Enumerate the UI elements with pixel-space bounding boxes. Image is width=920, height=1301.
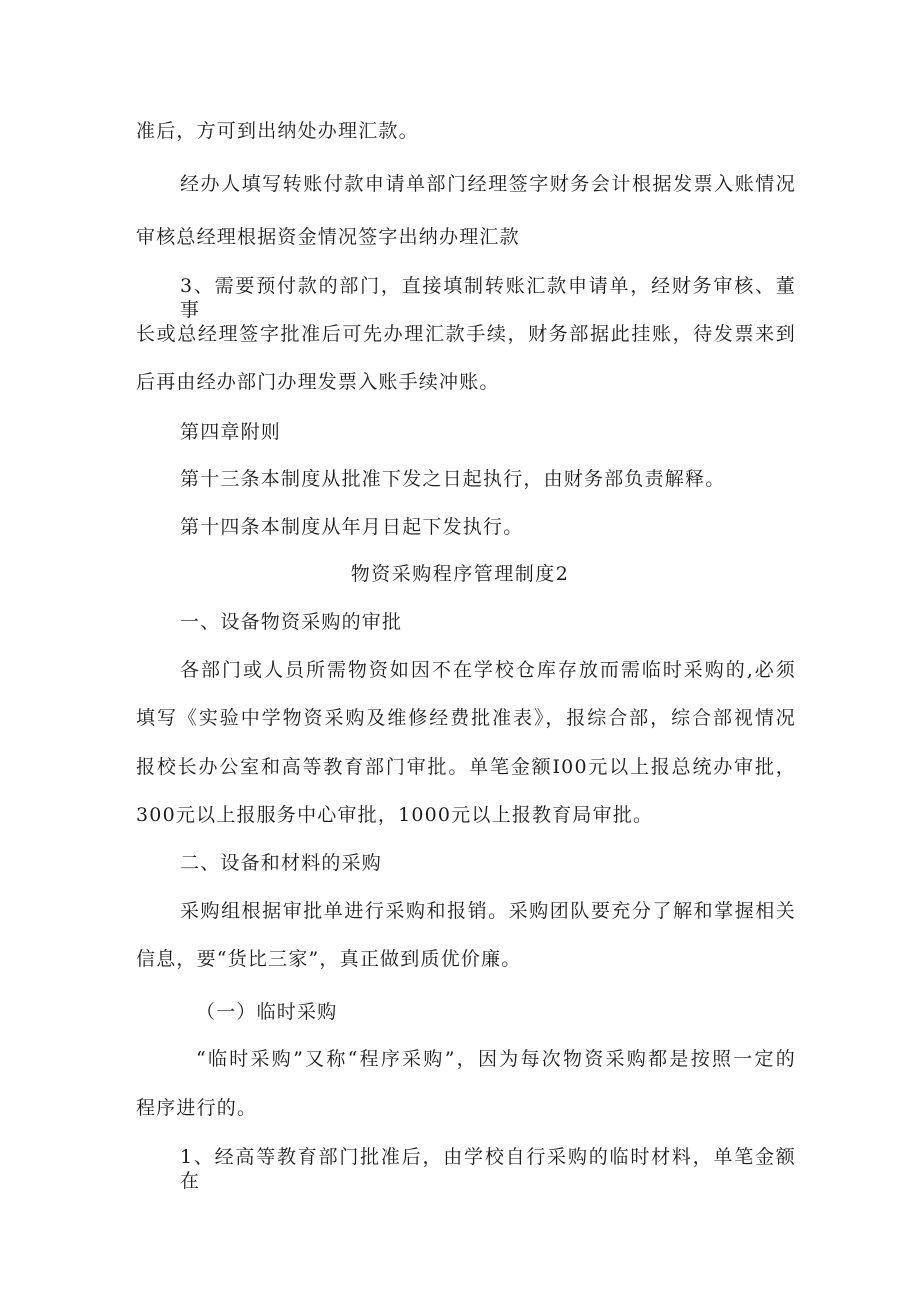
paragraph-line: 信息，要“货比三家”，真正做到质优价廉。 bbox=[136, 948, 522, 970]
paragraph-line: 1、经高等教育部门批准后，由学校自行采购的临时材料，单笔金额在 bbox=[180, 1146, 796, 1192]
paragraph-line: 填写《实验中学物资采购及维修经费批准表》，报综合部，综合部视情况 bbox=[136, 707, 796, 729]
paragraph-line: 准后，方可到出纳处办理汇款。 bbox=[136, 120, 419, 142]
paragraph-line: 300元以上报服务中心审批，1000元以上报教育局审批。 bbox=[136, 804, 654, 826]
paragraph-line: 3、需要预付款的部门，直接填制转账汇款申请单，经财务审核、董事 bbox=[180, 275, 796, 321]
paragraph-line: 报校长办公室和高等教育部门审批。单笔金额I00元以上报总统办审批， bbox=[136, 756, 796, 778]
section-heading: 二、设备和材料的采购 bbox=[180, 852, 383, 874]
paragraph-line: 第十三条本制度从批准下发之日起执行，由财务部负责解释。 bbox=[180, 468, 726, 490]
paragraph-line: 后再由经办部门办理发票入账手续冲账。 bbox=[136, 371, 500, 393]
paragraph-line: 第十四条本制度从年月日起下发执行。 bbox=[180, 516, 524, 538]
paragraph-line: 各部门或人员所需物资如因不在学校仓库存放而需临时采购的,必须 bbox=[180, 659, 796, 681]
section-heading: 一、设备物资采购的审批 bbox=[180, 611, 403, 633]
paragraph-line: “临时采购”又称“程序采购”，因为每次物资采购都是按照一定的 bbox=[196, 1048, 796, 1070]
section-title: 物资采购程序管理制度2 bbox=[350, 563, 570, 585]
chapter-heading: 第四章附则 bbox=[180, 421, 282, 443]
subsection-heading: （一）临时采购 bbox=[196, 1001, 338, 1023]
paragraph-line: 经办人填写转账付款申请单部门经理签字财务会计根据发票入账情况 bbox=[180, 173, 796, 195]
paragraph-line: 采购组根据审批单进行采购和报销。采购团队要充分了解和掌握相关 bbox=[180, 900, 796, 922]
paragraph-line: 长或总经理签字批准后可先办理汇款手续，财务部据此挂账，待发票来到 bbox=[136, 323, 796, 345]
paragraph-line: 审核总经理根据资金情况签字出纳办理汇款 bbox=[136, 226, 520, 248]
paragraph-line: 程序进行的。 bbox=[136, 1097, 258, 1119]
